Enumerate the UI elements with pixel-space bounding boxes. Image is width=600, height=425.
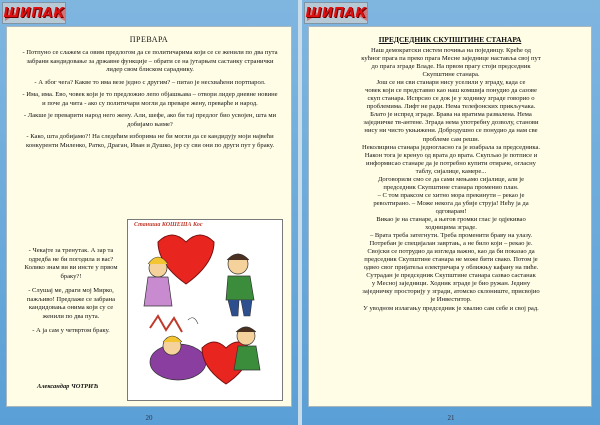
- right-page-paper: [308, 26, 592, 407]
- left-page: [0, 0, 298, 425]
- paragraph: - Потпуно се слажем са овим предлогом да се политичарима који се се женили по два пута забрани кандидовање за државне функције – обрати се на јутарњем састанку странички лидер свом блиском сараднику.: [22, 49, 278, 73]
- text-line: револтирано. – Може некога да убије струја! Нећу ја да: [373, 199, 529, 207]
- text-line: Још се ни сви станари нису уселили у зграду, када се: [376, 79, 526, 87]
- page-number: 20: [145, 414, 153, 422]
- text-line: Викао је на станаре, а његов громки глас је одјекивао: [376, 215, 526, 223]
- text-line: Наш демократски систем почиња на појединцу. Креће од: [371, 47, 531, 54]
- text-line: човек који се представио као наш комшија понудио да сазове: [365, 87, 537, 95]
- text-line: нису ни чисто укњижени. Добродушно се понудио да нам све: [364, 127, 538, 135]
- article-title: ПРЕВАРА: [129, 35, 169, 44]
- text-line: Скупштине станара.: [422, 71, 480, 79]
- article-title: ПРЕДСЕДНИК СКУПШТИНЕ СТАНАРА: [378, 35, 522, 44]
- text-line: до прага зграде Владе. На првом прагу стоји председник: [371, 63, 531, 71]
- text-line: таблу, сијалице, камере...: [415, 167, 487, 175]
- paragraph: - Како, шта добијамо?! На следећим изборима не би могли да се кандидују моји највећи конкуренти Миленко, Ратко, Драган, Иван и Душко, јер су сви они по други пут у браку.: [25, 133, 275, 149]
- text-line: председник Скупштине станара променио план.: [383, 183, 519, 191]
- text-line: одвео свог пријатеља електричара у оближњу кафану на пиће.: [363, 264, 539, 272]
- text-line: одговарам!: [435, 207, 467, 215]
- logo: [304, 2, 368, 24]
- text-line: председник Скупштине станара не може бити свако. Потом је: [364, 256, 538, 264]
- paragraph: - Слушај ме, драги мој Мирко, пажљиво! Предлаже се забрана кандидовања онима који су се женили по два пута.: [26, 287, 116, 320]
- text-line: Неколицина станара једногласно га је изабрала за председника.: [361, 143, 541, 151]
- text-line: скуп станара. Испрсио се док је у ходнику зграде говорио о: [367, 95, 535, 103]
- text-line: Својски се потрудио да изгледа важно, као да би показао да: [367, 248, 535, 256]
- text-line: заједничку просторију у згради, атомско склониште, присвојио: [362, 288, 540, 296]
- text-line: ходницима зграде.: [425, 224, 477, 232]
- text-line: Након тога је кренуо од врата до врата. Скупљао је потписе и: [364, 151, 538, 159]
- text-line: Сутрадан је председник Скупштине станара сазвао састанак: [366, 272, 536, 280]
- text-line: – С том праксом се хитно мора прекинути – рекао је: [377, 191, 525, 199]
- cartoon-illustration: [127, 219, 283, 401]
- text-line: Потребан је специјалан завртањ, а не било који – рекао је.: [369, 240, 533, 248]
- text-line: проблеме сам реши.: [422, 135, 480, 143]
- text-line: кућног прага па преко прага Месне заједнице наставља свој пут: [361, 55, 541, 63]
- author-signature: Александар ЧОТРИЋ: [37, 383, 99, 390]
- text-line: Блато је испред зграде. Брава на вратима развалена. Нема: [370, 111, 532, 119]
- article-body: [21, 49, 279, 150]
- paragraph: - А ја сам у четвртом браку.: [32, 327, 110, 334]
- paragraph: - Лакше је преварити народ него жену. Али, шефе, ако би тај предлог био усвојен, шта ми добијамо њиме?: [23, 112, 277, 128]
- paragraph: - А због чега? Какве то има везе једно с другим? – питао је несхваћени портпарол.: [34, 78, 266, 86]
- text-line: у Месној заједници. Ходник зграде је био ружан. Једину: [371, 280, 531, 288]
- cartoon-signature: Станиша КОШЕША Кос: [134, 222, 203, 228]
- logo: [2, 2, 66, 24]
- cartoon-drawing: [128, 220, 283, 401]
- logo-text: ШИПАК: [305, 5, 367, 21]
- text-line: заједничке тв-антене. Зграда нема употребну дозволу, станови: [363, 119, 539, 127]
- left-page-paper: [6, 26, 292, 407]
- text-line: проблемима. Лифт не ради. Нема телефонских прикључака.: [366, 103, 536, 111]
- article-body: [319, 47, 583, 313]
- text-line: – Врата треба затегнути. Треба променити браву на улазу.: [369, 232, 533, 240]
- paragraph: - Чекајте за тренутак. А зар та одредба не би погодила и вас? Колико знам ви ви инсте у првом браку?!: [24, 247, 118, 280]
- article-body-narrow: [21, 247, 121, 336]
- logo-text: ШИПАК: [3, 5, 65, 21]
- text-line: је Инвеститор.: [430, 296, 472, 304]
- right-page: [302, 0, 600, 425]
- text-line: информисао станаре да је потребно купити отираче, огласну: [366, 159, 536, 167]
- text-line: Договорили смо се да сами мењамо сијалице, али је: [377, 175, 525, 183]
- text-line: У уводном излагању председник је хвалио сам себе и свој рад.: [363, 304, 539, 312]
- page-number: 21: [447, 414, 455, 422]
- paragraph: - Има, има. Ево, човек који је то предложио лепо објашњава – отвори лидер дневне новине и поче да чита - ако су политичари могли да преваре жену, преварће и народ.: [22, 91, 278, 107]
